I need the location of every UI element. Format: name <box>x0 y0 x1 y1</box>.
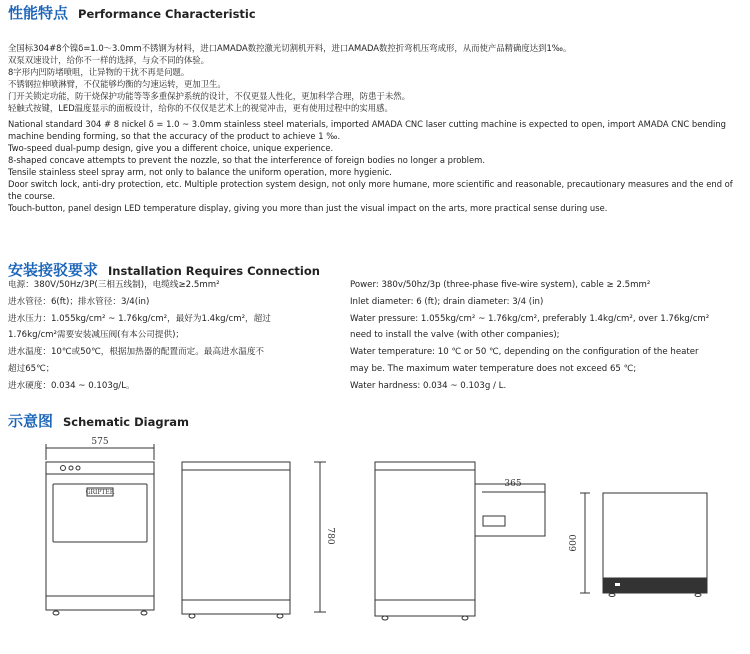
control-knob-icon <box>69 466 73 470</box>
performance-cn-line: 轻触式按键，LED温度显示的面板设计，给你的不仅仅是艺术上的视觉冲击，更有使用过程中的实用感。 <box>8 103 393 114</box>
foot-icon <box>462 616 468 620</box>
control-knob-icon <box>76 466 80 470</box>
installation-en-column <box>350 277 746 395</box>
installation-en-line: Water pressure: 1.055kg/cm² ~ 1.76kg/cm², preferably 1.4kg/cm², over 1.76kg/cm² <box>350 313 710 324</box>
height-dimension-label: 780 <box>325 527 335 545</box>
performance-en-line: National standard 304 # 8 nickel δ = 1.0 ~ 3.0mm stainless steel materials, imported AMADA CNC laser cutting machine is expected to open, import AMADA CNC bending machine bending forming, so that the accuracy of the product to achieve 1 ‰. <box>8 118 726 141</box>
schematic-title-cn: 示意图 <box>8 412 54 430</box>
front-door <box>53 484 147 542</box>
performance-cn-lines <box>8 42 744 115</box>
installation-cn-line: 进水温度：10℃或50℃，根据加热器的配置而定。最高进水温度不 <box>8 347 265 358</box>
performance-cn-line: 全国标304#8个镍δ=1.0～3.0mm不锈钢为材料，进口AMADA数控激光切割机开料，进口AMADA数控折弯机压弯成形，从而使产品精确度达到1‰。 <box>8 43 572 53</box>
foot-icon <box>189 614 195 618</box>
drawer-depth-label: 365 <box>504 479 522 489</box>
width-dimension-label: 575 <box>91 437 109 447</box>
side-body <box>182 462 290 614</box>
performance-cn-line: 门开关锁定功能，防干烧保护功能等等多重保护系统的设计，不仅更显人性化，更加科学合理，防患于未然。 <box>8 91 410 102</box>
top-view <box>375 462 545 620</box>
installation-en-line: may be. The maximum water temperature does not exceed 65 ℃; <box>350 363 637 374</box>
schematic-title-en: Schematic Diagram <box>63 415 189 429</box>
installation-en-line: Inlet diameter: 6 (ft); drain diameter: 3/4 (in) <box>350 296 544 307</box>
installation-cn-line: 超过65℃； <box>8 363 55 374</box>
performance-en-lines <box>8 118 744 215</box>
performance-title-en: Performance Characteristic <box>78 7 256 21</box>
performance-en-line: Tensile stainless steel spray arm, not only to balance the uniform operation, more hygienic. <box>8 166 392 177</box>
performance-cn-line: 不锈钢拉伸喷淋臂，不仅能够均衡的匀速运转，更加卫生。 <box>8 79 226 90</box>
performance-cn-line: 8字形内凹防堵喷咀，让异物的干扰不再是问题。 <box>8 67 190 78</box>
control-knob-icon <box>61 466 66 471</box>
installation-en-line: Water temperature: 10 ℃ or 50 ℃, depending on the configuration of the heater <box>350 347 699 358</box>
performance-title-cn: 性能特点 <box>8 4 69 22</box>
performance-en-line: 8-shaped concave attempts to prevent the nozzle, so that the interference of foreign bodies no longer a problem. <box>8 154 485 165</box>
depth-dimension-label: 600 <box>569 534 579 552</box>
installation-cn-line: 进水压力：1.055kg/cm² ~ 1.76kg/cm²，最好为1.4kg/cm²，超过 <box>8 313 271 324</box>
installation-title-cn: 安装接驳要求 <box>8 261 99 279</box>
installation-cn-line: 1.76kg/cm²需要安装减压阀(有本公司提供)； <box>8 330 185 341</box>
installation-en-line: need to install the valve (with other companies); <box>350 330 560 341</box>
open-door-outline <box>475 484 545 536</box>
depth-view <box>580 493 707 597</box>
installation-cn-line: 电源：380V/50Hz/3P(三相五线制)，电缆线≥2.5mm² <box>8 280 220 290</box>
foot-icon <box>53 611 59 615</box>
foot-icon <box>277 614 283 618</box>
performance-en-line: Two-speed dual-pump design, give you a different choice, unique experience. <box>8 142 334 153</box>
installation-title-en: Installation Requires Connection <box>108 264 320 278</box>
performance-cn-line: 双泵双速设计，给你不一样的选择，与众不同的体验。 <box>8 55 209 66</box>
door-logo-plate <box>87 488 113 496</box>
installation-en-line: Water hardness: 0.034 ~ 0.103g / L. <box>350 380 507 391</box>
top-body <box>375 462 475 616</box>
side-view <box>182 462 326 618</box>
performance-en-line: Touch-button, panel design LED temperature display, giving you more than just the visual impact on the arts, more practical sense during use. <box>8 203 608 214</box>
front-body <box>46 462 154 610</box>
installation-en-line: Power: 380v/50hz/3p (three-phase five-wire system), cable ≥ 2.5mm² <box>350 280 651 290</box>
performance-en-line: Door switch lock, anti-dry protection, etc. Multiple protection system design, not only more humane, more scientific and reasonable, precautionary measures and the end of the course. <box>8 179 733 202</box>
installation-cn-line: 进水硬度：0.034 ~ 0.103g/L。 <box>8 380 135 391</box>
installation-cn-column <box>8 277 343 395</box>
performance-text <box>8 42 744 214</box>
front-view <box>46 444 154 615</box>
schematic-header <box>8 410 189 431</box>
foot-icon <box>382 616 388 620</box>
depth-base-strip <box>603 578 707 593</box>
depth-body <box>603 493 707 593</box>
installation-cn-line: 进水管径：6(ft)；排水管径：3/4(in) <box>8 296 150 307</box>
door-display <box>483 516 505 526</box>
door-logo-text: GRIPTER <box>85 489 115 496</box>
foot-icon <box>141 611 147 615</box>
foot-icon <box>695 594 701 597</box>
foot-icon <box>609 594 615 597</box>
performance-header <box>8 2 256 23</box>
indicator-icon <box>615 583 620 586</box>
